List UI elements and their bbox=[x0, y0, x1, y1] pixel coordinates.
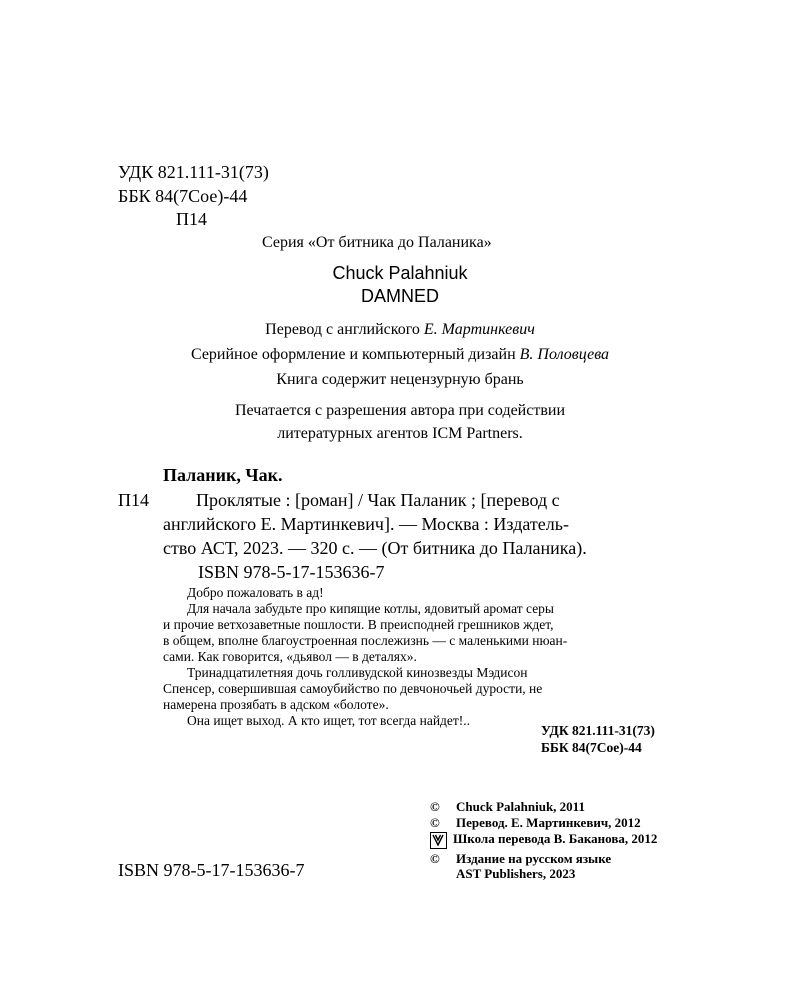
permission-line-2: литературных агентов ICM Partners. bbox=[277, 425, 523, 442]
content-warning: Книга содержит нецензурную брань bbox=[276, 371, 524, 388]
translation-prefix: Перевод с английского bbox=[265, 321, 424, 338]
annotation-line: намерена прозябать в адском «болоте». bbox=[163, 697, 389, 712]
annotation-line: и прочие ветхозаветные пошлости. В преисподней грешников ждет, bbox=[163, 617, 554, 632]
copyright-symbol: © bbox=[430, 815, 440, 830]
copyright-school: Школа перевода В. Баканова, 2012 bbox=[430, 831, 657, 849]
catalog-line-2: английского Е. Мартинкевич]. — Москва : Издатель- bbox=[163, 514, 569, 534]
author-mark: П14 bbox=[176, 209, 207, 229]
annotation-paragraph-1: Добро пожаловать в ад! bbox=[187, 585, 324, 600]
translator-name: Е. Мартинкевич bbox=[423, 321, 535, 338]
udk-code: УДК 821.111-31(73) bbox=[118, 162, 269, 182]
copyright-symbol: © bbox=[430, 799, 440, 814]
annotation-line: сами. Как говорится, «дьявол — в деталях». bbox=[163, 649, 417, 664]
annotation-line: в общем, вполне благоустроенная послежизнь — с маленькими нюан- bbox=[163, 633, 568, 648]
copyright-symbol: © bbox=[430, 851, 440, 866]
copyright-translation: © Перевод. Е. Мартинкевич, 2012 bbox=[430, 815, 641, 830]
translation-school-logo-icon bbox=[430, 832, 447, 849]
annotation-line: Спенсер, совершившая самоубийство по девчоночьей дурости, не bbox=[163, 681, 543, 696]
annotation-paragraph-4: Она ищет выход. А кто ищет, тот всегда найдет!.. bbox=[187, 713, 471, 728]
annotation-line: Тринадцатилетняя дочь голливудской кинозвезды Мэдисон bbox=[187, 665, 528, 680]
design-credit bbox=[0, 346, 800, 364]
footer-isbn: ISBN 978-5-17-153636-7 bbox=[118, 860, 305, 880]
designer-name: В. Половцева bbox=[519, 346, 610, 363]
annotation-line: Для начала забудьте про кипящие котлы, ядовитый аромат серы bbox=[187, 601, 555, 616]
design-prefix: Серийное оформление и компьютерный дизайн bbox=[190, 346, 520, 363]
author-name-en: Chuck Palahniuk bbox=[332, 263, 468, 283]
annotation bbox=[163, 585, 718, 729]
annotation-udk: УДК 821.111-31(73) bbox=[541, 723, 655, 738]
book-title-en: DAMNED bbox=[360, 286, 439, 306]
translation-credit bbox=[0, 321, 800, 339]
annotation-bbk: ББК 84(7Сое)-44 bbox=[541, 740, 642, 755]
catalog-mark: П14 bbox=[118, 490, 149, 510]
catalog-line-1: Проклятые : [роман] / Чак Паланик ; [перевод с bbox=[196, 490, 560, 510]
series-title: Серия «От битника до Паланика» bbox=[262, 234, 492, 251]
catalog-line-3: ство АСТ, 2023. — 320 с. — (От битника до Паланика). bbox=[163, 538, 587, 558]
copyright-author: © Chuck Palahniuk, 2011 bbox=[430, 799, 585, 814]
permission-line-1: Печатается с разрешения автора при содействии bbox=[234, 402, 566, 419]
copyright-publisher: AST Publishers, 2023 bbox=[456, 866, 576, 881]
catalog-isbn: ISBN 978-5-17-153636-7 bbox=[198, 562, 385, 582]
bbk-code: ББК 84(7Сое)-44 bbox=[118, 186, 248, 206]
copyright-edition: © Издание на русском языке bbox=[430, 851, 612, 866]
catalog-author: Паланик, Чак. bbox=[163, 465, 283, 485]
